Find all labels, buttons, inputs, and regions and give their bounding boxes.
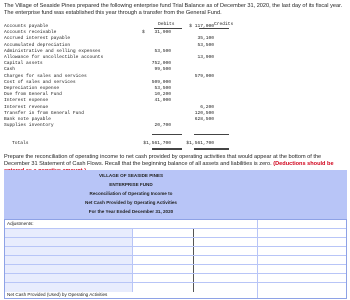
debit-amount: 31,900 bbox=[154, 30, 171, 36]
trial-balance-row bbox=[4, 74, 269, 80]
totals-credit: $1,561,700 bbox=[186, 141, 214, 146]
totals-label: Totals bbox=[12, 141, 29, 146]
account-name: Transfer in from General Fund bbox=[4, 110, 84, 116]
credit-amount: $ 117,000 bbox=[189, 24, 214, 29]
debit-amount: 99,500 bbox=[154, 67, 171, 73]
trial-balance-row bbox=[4, 36, 269, 42]
account-name: Charges for sales and services bbox=[4, 73, 87, 79]
credit-amount: 13,900 bbox=[197, 55, 214, 60]
credit-amount: 35,100 bbox=[197, 36, 214, 42]
credit-amount: 579,000 bbox=[194, 73, 214, 79]
trial-balance-row bbox=[4, 123, 269, 129]
debits-total-rule bbox=[152, 134, 182, 135]
trial-balance-row bbox=[4, 43, 269, 49]
statement-entity: VILLAGE OF SEASIDE PINES bbox=[98, 173, 164, 178]
statement-period: For the Year Ended December 31, 2020 bbox=[88, 209, 174, 214]
trial-balance-row bbox=[4, 67, 269, 73]
adjustment-amount-input[interactable] bbox=[133, 283, 194, 292]
credit-amount: 6,200 bbox=[200, 104, 214, 110]
debits-header: Debits bbox=[158, 22, 175, 27]
credit-amount: 53,500 bbox=[197, 42, 214, 48]
debit-amount: 10,200 bbox=[154, 92, 171, 98]
debit-amount: 53,500 bbox=[154, 48, 171, 54]
adjustments-label: Adjustments: bbox=[7, 221, 34, 226]
trial-balance-totals-row bbox=[4, 141, 269, 147]
trial-balance-row bbox=[4, 105, 269, 111]
debit-amount: 752,000 bbox=[151, 61, 171, 67]
account-name: Supplies inventory bbox=[4, 123, 54, 129]
total-column-divider bbox=[257, 220, 258, 298]
account-name: Cash bbox=[4, 67, 16, 73]
statement-header bbox=[4, 170, 347, 219]
dollar-sign: $ bbox=[142, 30, 145, 36]
reconciliation-grid bbox=[4, 219, 347, 299]
trial-balance-row bbox=[4, 111, 269, 117]
account-name: Allowance for uncollectible accounts bbox=[4, 55, 104, 60]
credits-header: Credits bbox=[214, 22, 234, 27]
problem-intro: The Village of Seaside Pines prepared the following enterprise fund Trial Balance as of December 31, 2020, the last day of its fiscal year. The enterprise fund was established this year through a transfer from the General Fund. bbox=[4, 3, 343, 16]
net-cash-label: Net Cash Provided (Used) by Operating Activities bbox=[7, 292, 108, 297]
account-name: Bank note payable bbox=[4, 117, 51, 122]
totals-debit: $1,561,700 bbox=[143, 141, 171, 146]
account-name: Interest expense bbox=[4, 98, 49, 104]
debit-amount: 53,500 bbox=[154, 86, 171, 91]
instructions-emphasis: (Deductions should be bbox=[273, 161, 334, 167]
credits-double-rule-2 bbox=[194, 149, 229, 150]
account-name: Accumulated depreciation bbox=[4, 42, 71, 48]
statement-title-line-1: Reconciliation of Operating Income to bbox=[89, 191, 173, 196]
trial-balance-row bbox=[4, 49, 269, 55]
credit-amount: 120,500 bbox=[194, 110, 214, 116]
statement-title-line-2: Net Cash Provided by Operating Activities bbox=[85, 200, 177, 205]
account-name: Accrued interest payable bbox=[4, 36, 71, 42]
statement-fund: ENTERPRISE FUND bbox=[109, 182, 153, 187]
account-name: Capital assets bbox=[4, 61, 43, 67]
debit-amount: 20,700 bbox=[154, 123, 171, 129]
trial-balance-row bbox=[4, 61, 269, 67]
trial-balance-row bbox=[4, 98, 269, 104]
debit-amount: 509,000 bbox=[151, 79, 171, 85]
account-name: Depreciation expense bbox=[4, 86, 60, 91]
debit-amount: 41,000 bbox=[154, 98, 171, 104]
account-name: Interest revenue bbox=[4, 104, 49, 110]
account-name: Accounts receivable bbox=[4, 30, 57, 36]
credits-total-rule bbox=[194, 134, 229, 135]
instructions-text: Prepare the reconciliation of operating income to net cash provided by operating activities that would appear at the bottom of the December 31 Statement of Cash Flows. Recall that the beginning balance of all assets and liabilities is zero. bbox=[4, 154, 322, 167]
account-name: Due from General Fund bbox=[4, 92, 62, 98]
account-name: Cost of sales and services bbox=[4, 79, 76, 85]
account-name: Accounts payable bbox=[4, 24, 49, 29]
trial-balance-row bbox=[4, 80, 269, 86]
credit-amount: 628,500 bbox=[194, 117, 214, 122]
trial-balance-row bbox=[4, 55, 269, 61]
account-name: Administrative and selling expenses bbox=[4, 48, 101, 54]
debits-double-rule-2 bbox=[152, 149, 182, 150]
